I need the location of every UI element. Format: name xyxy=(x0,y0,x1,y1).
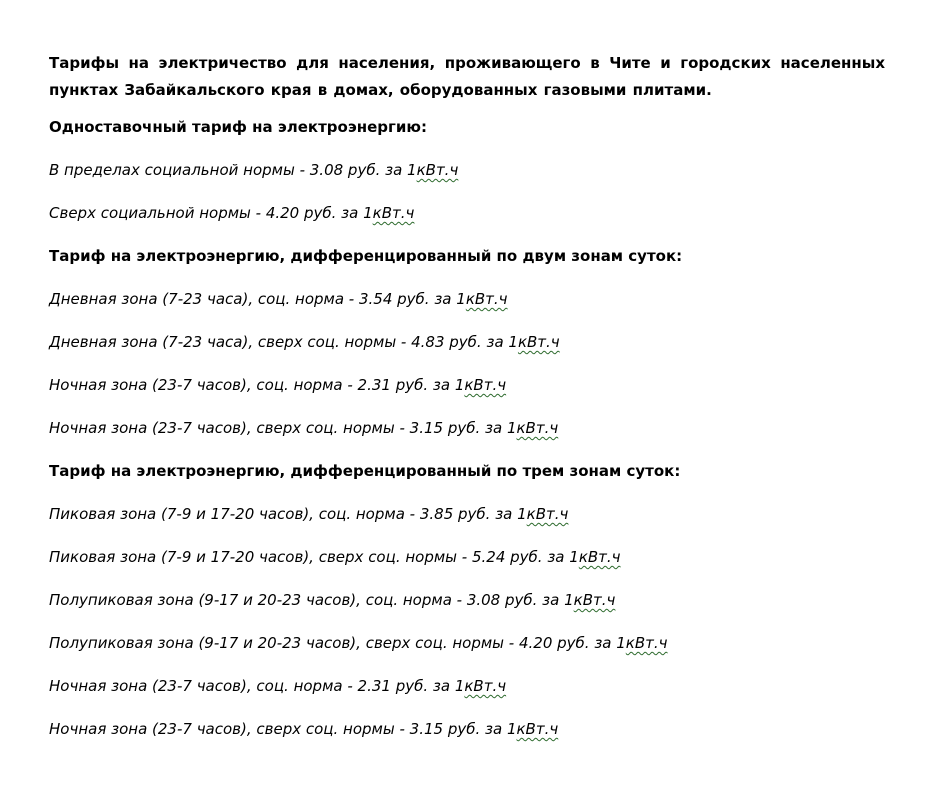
rate-line xyxy=(49,628,885,671)
rate-text: Пиковая зона (7-9 и 17-20 часов), соц. норма - 3.85 руб. за 1 xyxy=(49,505,527,523)
rate-text: Ночная зона (23-7 часов), сверх соц. нормы - 3.15 руб. за 1 xyxy=(49,720,517,738)
rate-line xyxy=(49,542,885,585)
rate-text: Дневная зона (7-23 часа), соц. норма - 3.54 руб. за 1 xyxy=(49,290,466,308)
rate-line xyxy=(49,370,885,413)
document-page xyxy=(49,50,885,757)
rate-line xyxy=(49,499,885,542)
rate-text: Сверх социальной нормы - 4.20 руб. за 1 xyxy=(49,204,373,222)
rate-unit: кВт.ч xyxy=(573,591,616,609)
rate-line xyxy=(49,413,885,456)
section-title: Одноставочный тариф на электроэнергию: xyxy=(49,118,427,136)
rate-unit: кВт.ч xyxy=(464,376,507,394)
rate-text: Ночная зона (23-7 часов), соц. норма - 2.31 руб. за 1 xyxy=(49,677,465,695)
rate-text: Ночная зона (23-7 часов), соц. норма - 2.31 руб. за 1 xyxy=(49,376,465,394)
rate-text: Пиковая зона (7-9 и 17-20 часов), сверх соц. нормы - 5.24 руб. за 1 xyxy=(49,548,579,566)
rate-line xyxy=(49,284,885,327)
rate-unit: кВт.ч xyxy=(526,505,569,523)
rate-unit: кВт.ч xyxy=(517,333,560,351)
rate-unit: кВт.ч xyxy=(578,548,621,566)
rate-line xyxy=(49,585,885,628)
rate-line xyxy=(49,327,885,370)
rate-unit: кВт.ч xyxy=(516,419,559,437)
section-two-zone-rate xyxy=(49,241,885,456)
rate-unit: кВт.ч xyxy=(372,204,415,222)
rate-unit: кВт.ч xyxy=(625,634,668,652)
section-three-zone-rate xyxy=(49,456,885,757)
rate-text: Дневная зона (7-23 часа), сверх соц. нормы - 4.83 руб. за 1 xyxy=(49,333,518,351)
document-intro-heading: Тарифы на электричество для населения, проживающего в Чите и городских населенных пунктах Забайкальского края в домах, оборудованных газовыми плитами. xyxy=(49,54,885,99)
rate-line xyxy=(49,198,885,241)
rate-unit: кВт.ч xyxy=(464,677,507,695)
rate-text: Полупиковая зона (9-17 и 20-23 часов), соц. норма - 3.08 руб. за 1 xyxy=(49,591,574,609)
rate-text: Ночная зона (23-7 часов), сверх соц. нормы - 3.15 руб. за 1 xyxy=(49,419,517,437)
rate-unit: кВт.ч xyxy=(416,161,459,179)
rate-line xyxy=(49,671,885,714)
rate-text: В пределах социальной нормы - 3.08 руб. за 1 xyxy=(49,161,417,179)
rate-line xyxy=(49,714,885,757)
rate-line xyxy=(49,155,885,198)
rate-unit: кВт.ч xyxy=(516,720,559,738)
rate-unit: кВт.ч xyxy=(465,290,508,308)
rate-text: Полупиковая зона (9-17 и 20-23 часов), сверх соц. нормы - 4.20 руб. за 1 xyxy=(49,634,626,652)
section-title: Тариф на электроэнергию, дифференцированный по двум зонам суток: xyxy=(49,247,683,265)
section-title: Тариф на электроэнергию, дифференцированный по трем зонам суток: xyxy=(49,462,681,480)
section-single-rate xyxy=(49,112,885,241)
